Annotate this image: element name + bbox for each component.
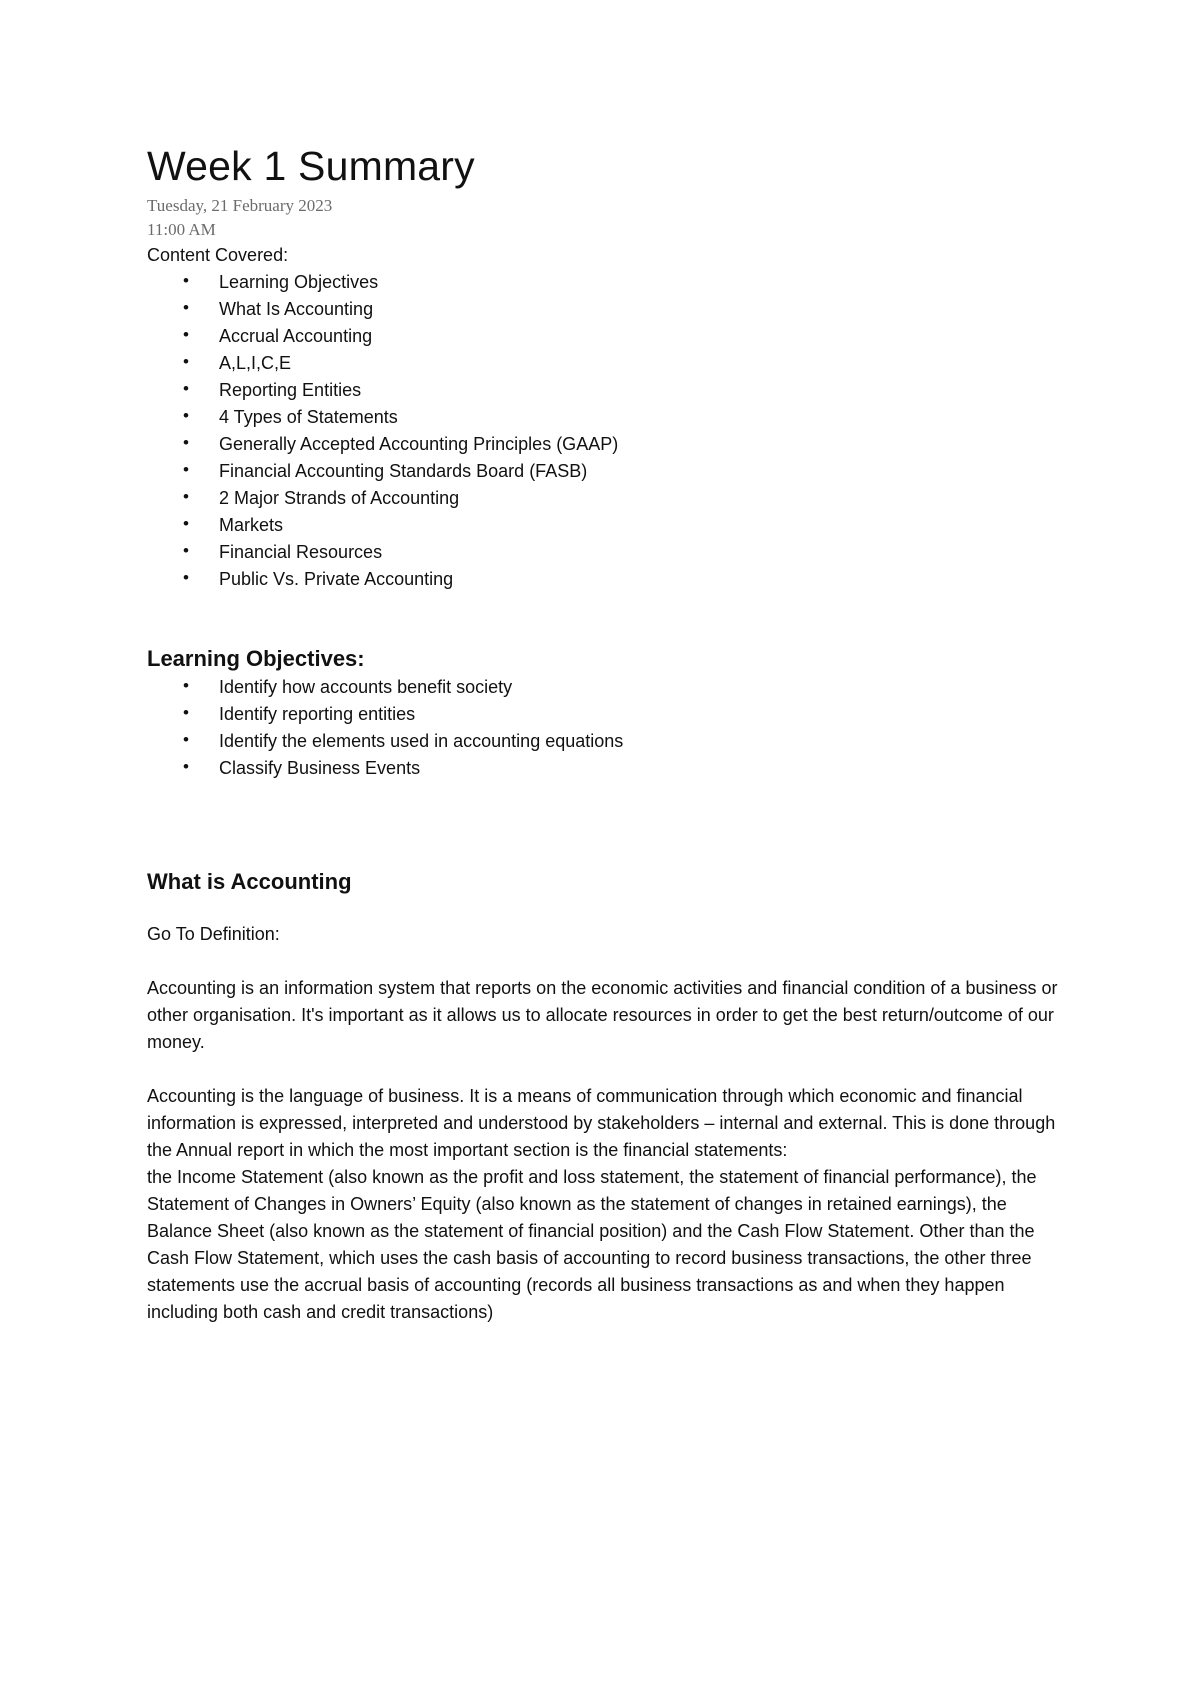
list-item: • Learning Objectives — [183, 271, 379, 292]
accounting-paragraph-3: the Income Statement (also known as the profit and loss statement, the statement of financial performance), the Statement of Changes in Owners’ Equity (also known as the statement of changes in retained earnings), the Balance Sheet (also known as the statement of financial position) and the Cash Flow Statement. Other than the Cash Flow Statement, which uses the cash basis of accounting to record business transactions, the other three statements use the accrual basis of accounting (records all business transactions as and when they happen including both cash and credit transactions) — [147, 1167, 1037, 1322]
list-item: • Financial Accounting Standards Board (FASB) — [183, 460, 588, 481]
bullet-icon: • — [183, 406, 189, 425]
bullet-icon: • — [183, 271, 189, 290]
definition-label: Go To Definition: — [147, 924, 280, 944]
note-time: 11:00 AM — [147, 220, 216, 239]
content-covered-list — [147, 269, 1067, 593]
bullet-icon: • — [183, 352, 189, 371]
bullet-icon: • — [183, 676, 189, 695]
bullet-icon: • — [183, 433, 189, 452]
list-item: • What Is Accounting — [183, 298, 374, 319]
list-item: • A,L,I,C,E — [183, 352, 292, 373]
bullet-icon: • — [183, 730, 189, 749]
note-date: Tuesday, 21 February 2023 — [147, 196, 333, 215]
bullet-icon: • — [183, 703, 189, 722]
list-item: • Public Vs. Private Accounting — [183, 568, 454, 589]
bullet-icon: • — [183, 757, 189, 776]
bullet-icon: • — [183, 568, 189, 587]
bullet-icon: • — [183, 298, 189, 317]
list-item: • Generally Accepted Accounting Principles (GAAP) — [183, 433, 619, 454]
list-item: • Markets — [183, 514, 284, 535]
accounting-paragraph-2: Accounting is the language of business. It is a means of communication through which economic and financial information is expressed, interpreted and understood by stakeholders – internal and external. This is done through the Annual report in which the most important section is the financial statements: — [147, 1086, 1056, 1160]
list-item: • Accrual Accounting — [183, 325, 373, 346]
bullet-icon: • — [183, 460, 189, 479]
document-page — [147, 138, 1067, 1326]
list-item: • 2 Major Strands of Accounting — [183, 487, 460, 508]
learning-objectives-heading: Learning Objectives: — [147, 646, 365, 671]
list-item: • Financial Resources — [183, 541, 383, 562]
list-item: • Identify how accounts benefit society — [183, 676, 513, 697]
list-item: • Classify Business Events — [183, 757, 421, 778]
bullet-icon: • — [183, 325, 189, 344]
list-item: • Identify the elements used in accounting equations — [183, 730, 624, 751]
bullet-icon: • — [183, 487, 189, 506]
bullet-icon: • — [183, 541, 189, 560]
learning-objectives-list — [147, 674, 1067, 782]
bullet-icon: • — [183, 379, 189, 398]
list-item: • Identify reporting entities — [183, 703, 416, 724]
list-item: • 4 Types of Statements — [183, 406, 398, 427]
page-title: Week 1 Summary — [147, 143, 475, 189]
list-item: • Reporting Entities — [183, 379, 362, 400]
what-is-accounting-heading: What is Accounting — [147, 869, 352, 894]
accounting-paragraph-1: Accounting is an information system that reports on the economic activities and financial condition of a business or other organisation. It's important as it allows us to allocate resources in order to get the best return/outcome of our money. — [147, 978, 1058, 1052]
content-covered-label: Content Covered: — [147, 245, 289, 265]
bullet-icon: • — [183, 514, 189, 533]
